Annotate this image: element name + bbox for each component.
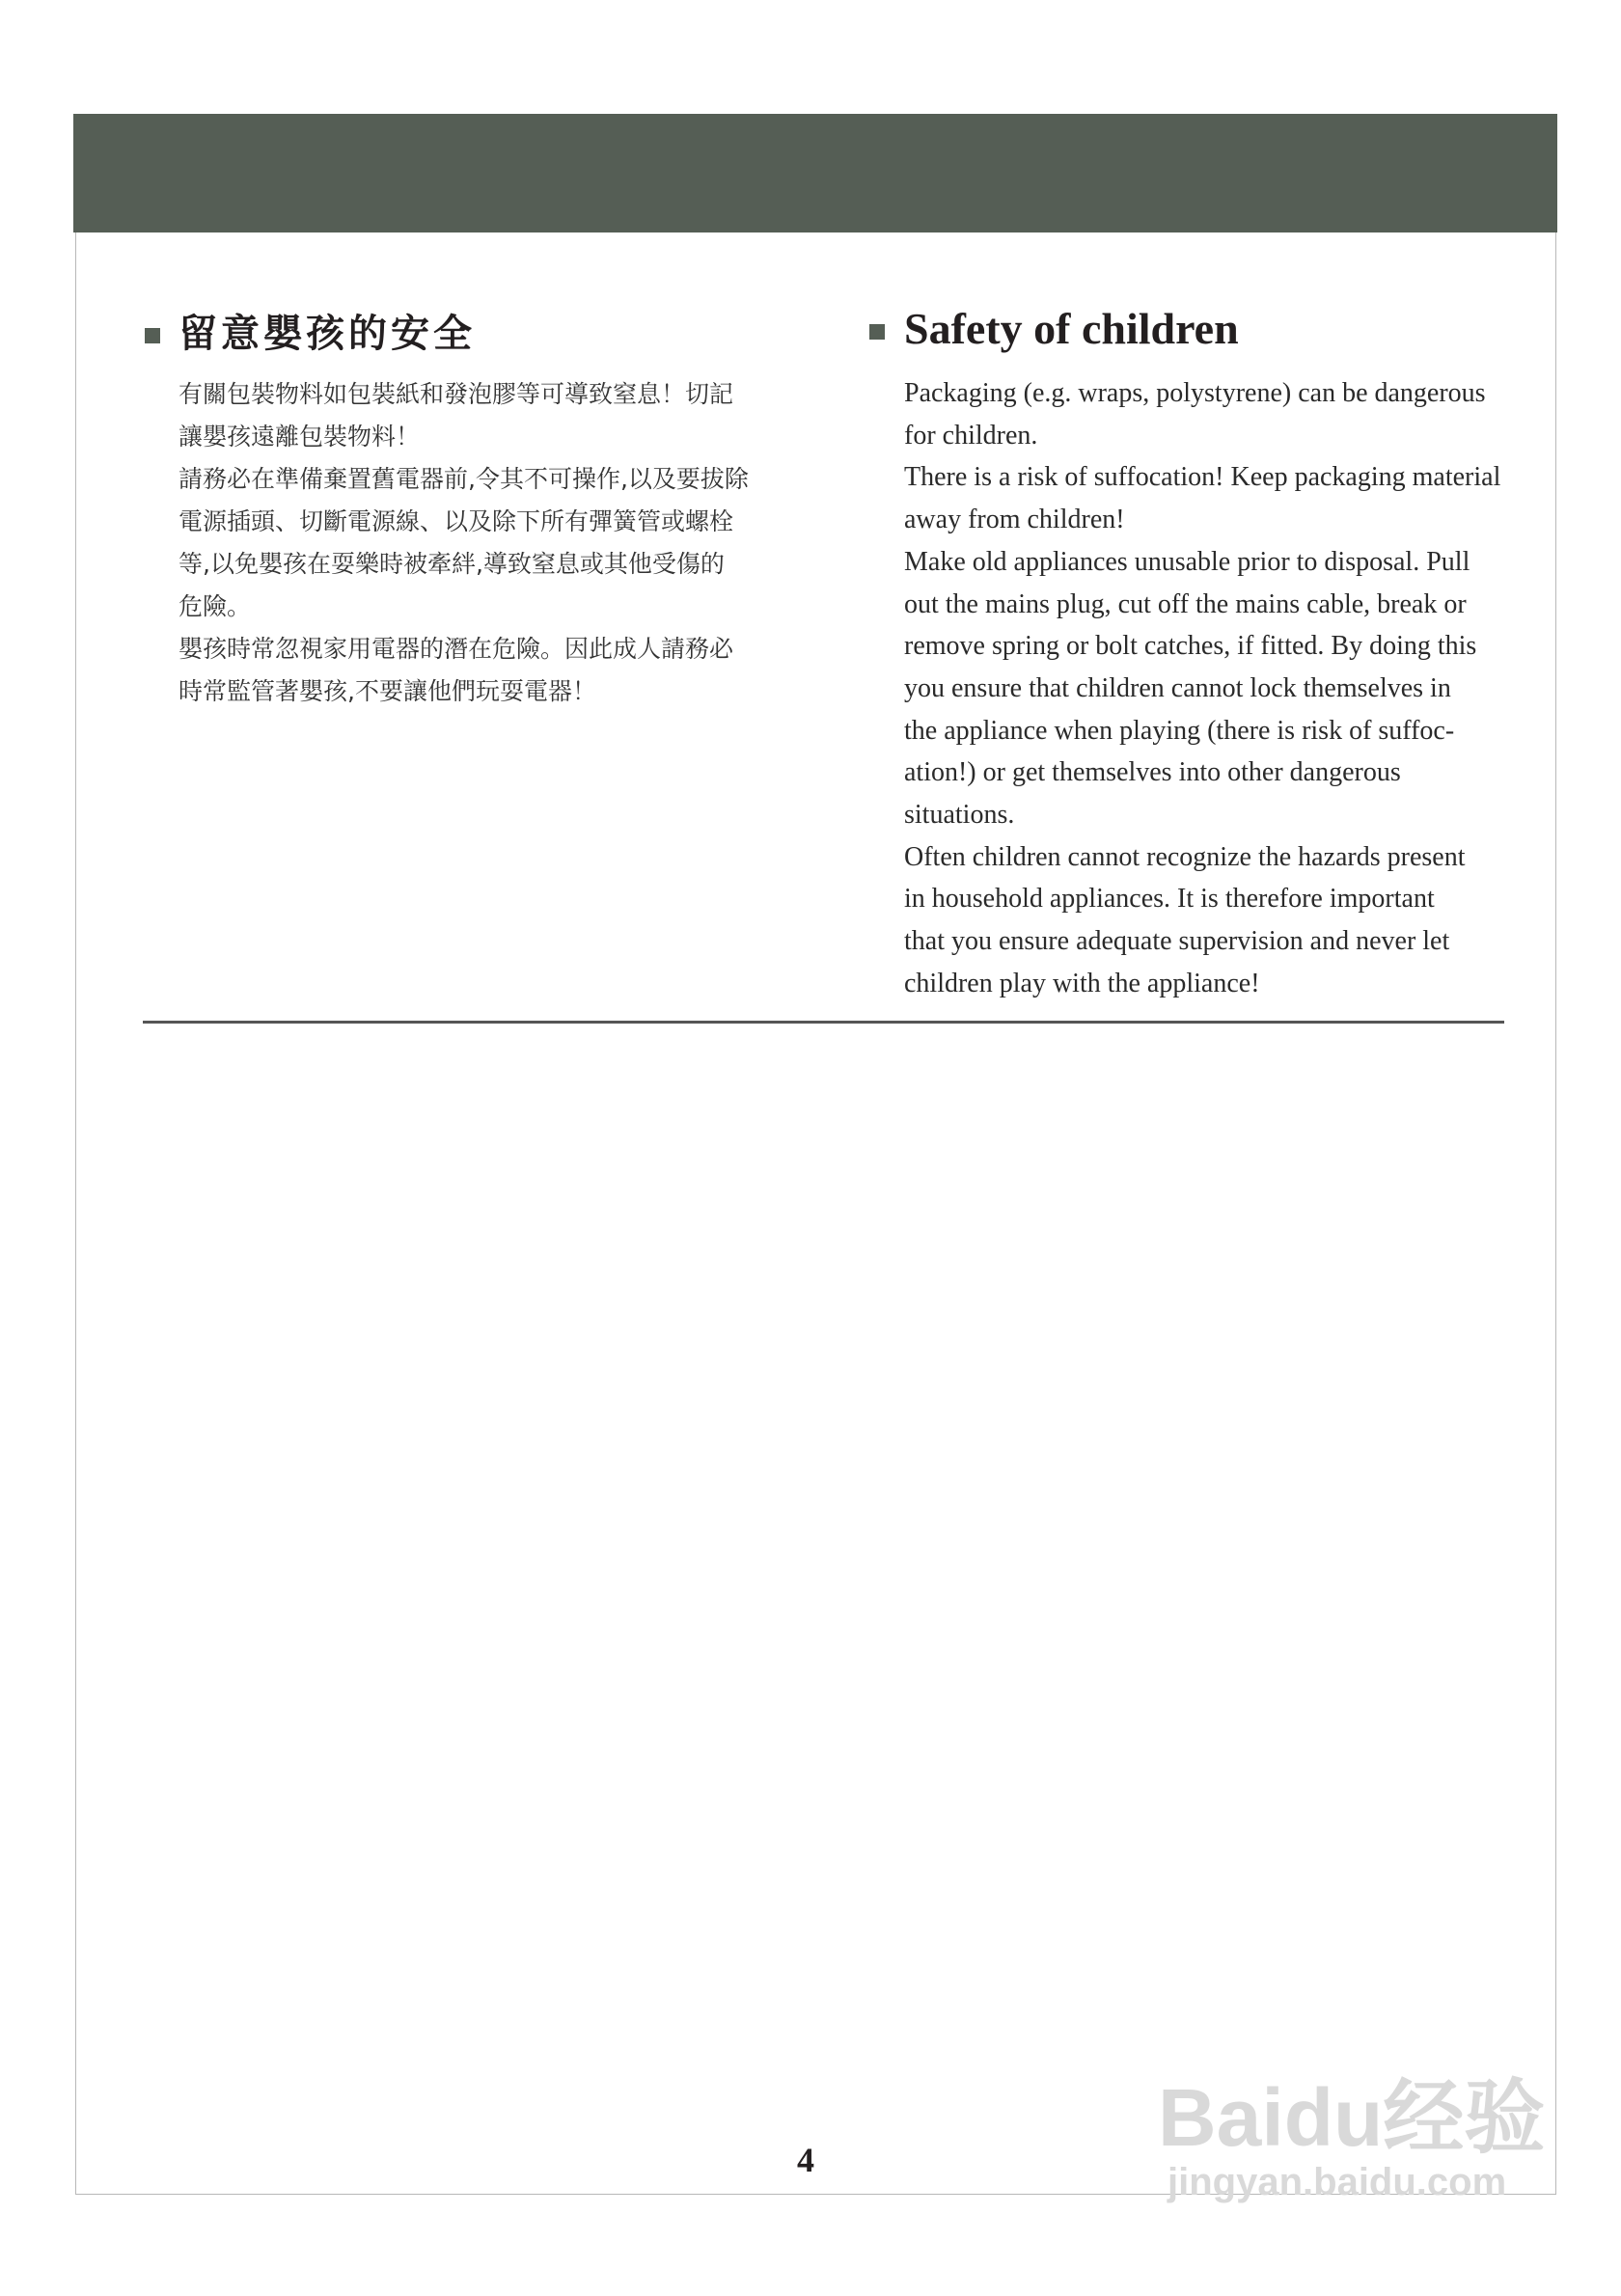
text-line: in household appliances. It is therefore important — [904, 884, 1435, 915]
watermark-brand: Baidu经验 — [1158, 2072, 1546, 2163]
section-body-chinese — [179, 373, 749, 713]
text-line: out the mains plug, cut off the mains cable, break or — [904, 588, 1467, 619]
text-line: you ensure that children cannot lock themselves in — [904, 672, 1451, 703]
text-line: There is a risk of suffocation! Keep packaging material — [904, 462, 1501, 493]
text-line: Make old appliances unusable prior to disposal. Pull — [904, 546, 1470, 577]
header-bar — [73, 114, 1557, 232]
text-line: 時常監管著嬰孩,不要讓他們玩耍電器！ — [179, 677, 596, 705]
section-heading-chinese: 留意嬰孩的安全 — [179, 311, 476, 356]
bullet-square-icon — [145, 328, 160, 343]
text-line: Packaging (e.g. wraps, polystyrene) can be dangerous — [904, 378, 1486, 408]
text-line: children play with the appliance! — [904, 968, 1260, 998]
section-body-english — [904, 372, 1500, 1005]
text-line: 讓嬰孩遠離包裝物料！ — [179, 423, 421, 451]
bullet-square-icon — [869, 324, 885, 340]
section-divider — [143, 1021, 1504, 1024]
text-line: remove spring or bolt catches, if fitted. By doing this — [904, 631, 1477, 662]
page-number: 4 — [797, 2141, 814, 2179]
section-heading-english: Safety of children — [904, 304, 1239, 353]
text-line: ation!) or get themselves into other dangerous — [904, 757, 1401, 788]
text-line: 嬰孩時常忽視家用電器的潛在危險。因此成人請務必 — [179, 635, 734, 663]
text-line: the appliance when playing (there is risk of suffoc- — [904, 715, 1455, 746]
text-line: 等,以免嬰孩在耍樂時被牽絆,導致窒息或其他受傷的 — [179, 550, 725, 578]
text-line: 危險。 — [179, 592, 252, 620]
watermark — [1158, 2074, 1545, 2204]
text-line: for children. — [904, 420, 1038, 451]
text-line: situations. — [904, 800, 1015, 831]
text-line: 請務必在準備棄置舊電器前,令其不可操作,以及要拔除 — [179, 465, 749, 493]
text-line: 電源插頭、切斷電源線、以及除下所有彈簧管或螺栓 — [179, 507, 734, 535]
text-line: that you ensure adequate supervision and never let — [904, 926, 1450, 957]
watermark-url: jingyan.baidu.com — [1168, 2161, 1507, 2203]
text-line: Often children cannot recognize the hazards present — [904, 841, 1466, 872]
text-line: away from children! — [904, 505, 1125, 535]
text-line: 有關包裝物料如包裝紙和發泡膠等可導致窒息！切記 — [179, 380, 734, 408]
